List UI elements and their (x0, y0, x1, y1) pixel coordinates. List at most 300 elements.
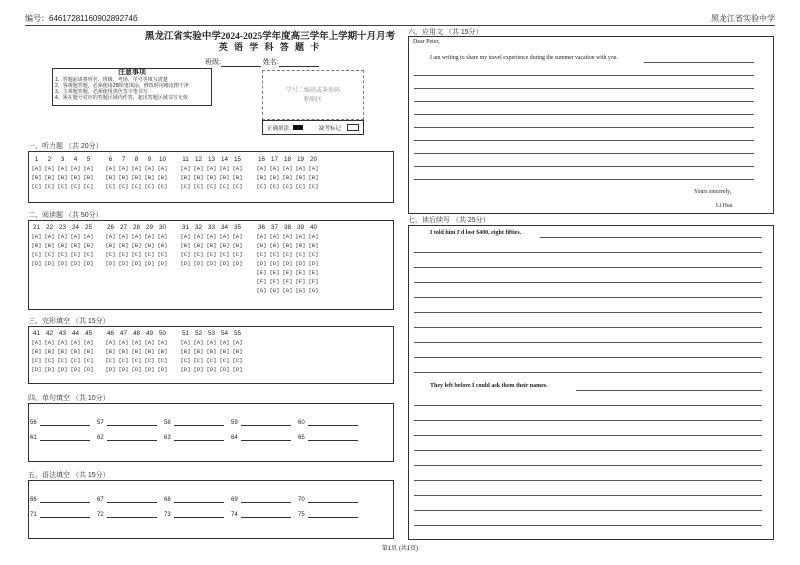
fill-blank[interactable] (231, 496, 291, 503)
blank-line[interactable] (241, 511, 291, 518)
option-bubble[interactable]: [C] (118, 183, 129, 190)
option-bubble[interactable]: [D] (57, 260, 68, 267)
option-bubble[interactable]: [A] (180, 165, 191, 172)
option-bubble[interactable]: [C] (118, 357, 129, 364)
option-bubble[interactable]: [E] (282, 269, 293, 276)
option-bubble[interactable]: [C] (44, 183, 55, 190)
option-bubble[interactable]: [C] (131, 357, 142, 364)
option-bubble[interactable]: [B] (144, 242, 155, 249)
option-bubble[interactable]: [A] (206, 339, 217, 346)
blank-line[interactable] (40, 496, 90, 503)
option-bubble[interactable]: [A] (44, 339, 55, 346)
answer-line[interactable] (414, 88, 754, 89)
option-bubble[interactable]: [C] (206, 251, 217, 258)
option-bubble[interactable]: [A] (144, 165, 155, 172)
option-bubble[interactable]: [B] (118, 348, 129, 355)
question-number: 43 (58, 330, 66, 337)
option-bubble[interactable]: [C] (232, 357, 243, 364)
option-bubble[interactable]: [A] (206, 233, 217, 240)
option-bubble[interactable]: [G] (295, 287, 306, 294)
option-bubble[interactable]: [C] (57, 251, 68, 258)
option-bubble[interactable]: [B] (295, 242, 306, 249)
option-bubble[interactable]: [E] (269, 269, 280, 276)
answer-line[interactable] (414, 435, 762, 436)
option-bubble[interactable]: [C] (232, 183, 243, 190)
option-bubble[interactable]: [D] (219, 260, 230, 267)
option-bubble[interactable]: [C] (282, 251, 293, 258)
answer-line[interactable] (414, 495, 762, 496)
fill-blank[interactable] (30, 511, 90, 518)
option-bubble[interactable]: [C] (193, 251, 204, 258)
option-bubble[interactable]: [A] (57, 339, 68, 346)
blank-line[interactable] (241, 419, 291, 426)
option-bubble[interactable]: [A] (193, 165, 204, 172)
option-bubble[interactable]: [C] (131, 251, 142, 258)
option-bubble[interactable]: [F] (256, 278, 267, 285)
option-bubble[interactable]: [A] (269, 165, 280, 172)
option-bubble[interactable]: [G] (269, 287, 280, 294)
option-bubble[interactable]: [D] (232, 366, 243, 373)
class-label: 班级: (205, 59, 221, 66)
blank-line[interactable] (174, 511, 224, 518)
option-bubble[interactable]: [C] (105, 183, 116, 190)
option-bubble[interactable]: [A] (193, 339, 204, 346)
option-bubble[interactable]: [B] (31, 242, 42, 249)
fill-blank[interactable] (164, 496, 224, 503)
option-bubble[interactable]: [A] (232, 165, 243, 172)
option-bubble[interactable]: [E] (308, 269, 319, 276)
option-bubble[interactable]: [B] (57, 174, 68, 181)
option-bubble[interactable]: [C] (282, 183, 293, 190)
option-bubble[interactable]: [C] (44, 357, 55, 364)
option-bubble[interactable]: [D] (295, 260, 306, 267)
answer-line[interactable] (540, 237, 762, 238)
blank-line[interactable] (107, 511, 157, 518)
option-bubble[interactable]: [C] (308, 183, 319, 190)
answer-line[interactable] (414, 372, 762, 373)
option-bubble[interactable]: [B] (70, 242, 81, 249)
blank-number: 64 (231, 435, 238, 441)
answer-line[interactable] (414, 525, 762, 526)
question-number: 16 (257, 156, 265, 163)
option-bubble[interactable]: [A] (232, 233, 243, 240)
option-bubble[interactable]: [A] (219, 339, 230, 346)
blank-line[interactable] (107, 419, 157, 426)
answer-line[interactable] (414, 153, 754, 154)
option-bubble[interactable]: [C] (70, 251, 81, 258)
question-number: 40 (309, 224, 317, 231)
option-bubble[interactable]: [E] (256, 269, 267, 276)
option-bubble[interactable]: [D] (232, 260, 243, 267)
answer-line[interactable] (414, 282, 762, 283)
option-bubble[interactable]: [C] (193, 183, 204, 190)
answer-line[interactable] (414, 450, 762, 451)
blank-line[interactable] (174, 496, 224, 503)
answer-line[interactable] (414, 297, 762, 298)
option-bubble[interactable]: [B] (206, 174, 217, 181)
note-item: 3、主观题答题，必须使用黑色签字笔书写 (55, 89, 148, 95)
option-bubble[interactable]: [B] (118, 174, 129, 181)
option-bubble[interactable]: [B] (282, 174, 293, 181)
option-bubble[interactable]: [G] (308, 287, 319, 294)
option-bubble[interactable]: [B] (295, 174, 306, 181)
blank-line[interactable] (107, 434, 157, 441)
option-bubble[interactable]: [C] (295, 251, 306, 258)
option-bubble[interactable]: [A] (83, 233, 94, 240)
fill-blank[interactable] (298, 496, 358, 503)
option-bubble[interactable]: [A] (157, 233, 168, 240)
option-bubble[interactable]: [A] (308, 165, 319, 172)
option-bubble[interactable]: [C] (31, 251, 42, 258)
option-bubble[interactable]: [A] (180, 233, 191, 240)
answer-line[interactable] (414, 357, 762, 358)
option-bubble[interactable]: [C] (144, 251, 155, 258)
blank-line[interactable] (308, 434, 358, 441)
option-bubble[interactable]: [F] (282, 278, 293, 285)
option-bubble[interactable]: [C] (70, 357, 81, 364)
option-bubble[interactable]: [C] (219, 183, 230, 190)
answer-line[interactable] (414, 267, 762, 268)
option-bubble[interactable]: [A] (295, 165, 306, 172)
option-bubble[interactable]: [E] (295, 269, 306, 276)
option-bubble[interactable]: [C] (206, 357, 217, 364)
exam-title: 黑龙江省实验中学2024-2025学年度高三学年上学期十月月考 (144, 32, 396, 42)
blank-line[interactable] (241, 496, 291, 503)
option-bubble[interactable]: [B] (232, 348, 243, 355)
option-bubble[interactable]: [C] (157, 357, 168, 364)
blank-line[interactable] (174, 419, 224, 426)
option-bubble[interactable]: [B] (131, 174, 142, 181)
blank-line[interactable] (308, 419, 358, 426)
option-bubble[interactable]: [B] (31, 348, 42, 355)
option-bubble[interactable]: [B] (31, 174, 42, 181)
option-bubble[interactable]: [D] (206, 260, 217, 267)
option-bubble[interactable]: [B] (157, 348, 168, 355)
option-bubble[interactable]: [D] (193, 366, 204, 373)
option-bubble[interactable]: [A] (131, 339, 142, 346)
option-bubble[interactable]: [D] (57, 366, 68, 373)
option-bubble[interactable]: [A] (131, 165, 142, 172)
blank-line[interactable] (174, 434, 224, 441)
fill-blank[interactable] (164, 419, 224, 426)
option-bubble[interactable]: [C] (206, 183, 217, 190)
fill-blank[interactable] (164, 434, 224, 441)
option-bubble[interactable]: [C] (131, 183, 142, 190)
blank-line[interactable] (241, 434, 291, 441)
option-bubble[interactable]: [D] (44, 366, 55, 373)
option-bubble[interactable]: [D] (105, 260, 116, 267)
option-bubble[interactable]: [A] (219, 233, 230, 240)
option-bubble[interactable]: [B] (219, 174, 230, 181)
option-bubble[interactable]: [B] (256, 242, 267, 249)
option-bubble[interactable]: [A] (31, 233, 42, 240)
fill-blank[interactable] (164, 511, 224, 518)
blank-line[interactable] (308, 511, 358, 518)
fill-blank[interactable] (298, 511, 358, 518)
fill-blank[interactable] (97, 434, 157, 441)
blank-number: 57 (97, 420, 104, 426)
option-bubble[interactable]: [A] (282, 165, 293, 172)
question-number: 51 (181, 330, 189, 337)
option-bubble[interactable]: [B] (206, 348, 217, 355)
answer-line[interactable] (414, 405, 762, 406)
option-bubble[interactable]: [B] (180, 348, 191, 355)
option-bubble[interactable]: [A] (57, 165, 68, 172)
option-bubble[interactable]: [A] (144, 339, 155, 346)
option-bubble[interactable]: [C] (219, 357, 230, 364)
option-bubble[interactable]: [C] (269, 183, 280, 190)
fill-blank[interactable] (97, 511, 157, 518)
name-field[interactable] (279, 58, 319, 67)
option-bubble[interactable]: [C] (118, 251, 129, 258)
option-bubble[interactable]: [D] (144, 260, 155, 267)
option-bubble[interactable]: [D] (308, 260, 319, 267)
option-bubble[interactable]: [C] (256, 183, 267, 190)
option-bubble[interactable]: [B] (105, 174, 116, 181)
option-bubble[interactable]: [B] (70, 174, 81, 181)
option-bubble[interactable]: [A] (118, 233, 129, 240)
option-bubble[interactable]: [B] (219, 348, 230, 355)
option-bubble[interactable]: [A] (295, 233, 306, 240)
option-bubble[interactable]: [B] (180, 174, 191, 181)
option-bubble[interactable]: [B] (269, 242, 280, 249)
option-bubble[interactable]: [C] (144, 183, 155, 190)
option-bubble[interactable]: [F] (295, 278, 306, 285)
option-bubble[interactable]: [A] (144, 233, 155, 240)
option-bubble[interactable]: [A] (180, 339, 191, 346)
option-bubble[interactable]: [B] (193, 174, 204, 181)
option-bubble[interactable]: [A] (70, 339, 81, 346)
blank-line[interactable] (40, 434, 90, 441)
option-bubble[interactable]: [D] (180, 366, 191, 373)
answer-line[interactable] (644, 62, 754, 63)
option-bubble[interactable]: [A] (70, 165, 81, 172)
option-bubble[interactable]: [A] (31, 165, 42, 172)
option-bubble[interactable]: [A] (118, 339, 129, 346)
option-bubble[interactable]: [C] (70, 183, 81, 190)
option-bubble[interactable]: [D] (83, 366, 94, 373)
option-bubble[interactable]: [G] (256, 287, 267, 294)
fill-blank[interactable] (97, 496, 157, 503)
option-bubble[interactable]: [B] (232, 174, 243, 181)
option-bubble[interactable]: [D] (105, 366, 116, 373)
option-bubble[interactable]: [B] (105, 348, 116, 355)
option-bubble[interactable]: [D] (256, 260, 267, 267)
option-bubble[interactable]: [D] (83, 260, 94, 267)
option-bubble[interactable]: [B] (180, 242, 191, 249)
absent-mark-icon[interactable] (347, 124, 359, 131)
answer-line[interactable] (414, 114, 754, 115)
option-bubble[interactable]: [A] (83, 339, 94, 346)
option-bubble[interactable]: [D] (180, 260, 191, 267)
fill-blank[interactable] (298, 434, 358, 441)
answer-line[interactable] (414, 75, 754, 76)
option-bubble[interactable]: [D] (70, 260, 81, 267)
option-bubble[interactable]: [C] (83, 357, 94, 364)
fill-blank[interactable] (30, 496, 90, 503)
answer-line[interactable] (414, 420, 762, 421)
option-bubble[interactable]: [C] (232, 251, 243, 258)
option-bubble[interactable]: [B] (44, 174, 55, 181)
option-bubble[interactable]: [C] (31, 357, 42, 364)
option-bubble[interactable]: [C] (57, 183, 68, 190)
option-bubble[interactable]: [B] (308, 242, 319, 249)
answer-line[interactable] (414, 166, 754, 167)
option-bubble[interactable]: [A] (219, 165, 230, 172)
option-bubble[interactable]: [G] (282, 287, 293, 294)
answer-line[interactable] (414, 342, 762, 343)
answer-group (104, 329, 169, 374)
option-bubble[interactable]: [C] (57, 357, 68, 364)
option-bubble[interactable]: [F] (308, 278, 319, 285)
option-bubble[interactable]: [F] (269, 278, 280, 285)
option-bubble[interactable]: [B] (144, 174, 155, 181)
option-bubble[interactable]: [B] (44, 242, 55, 249)
option-bubble[interactable]: [C] (44, 251, 55, 258)
option-bubble[interactable]: [D] (144, 366, 155, 373)
option-bubble[interactable]: [B] (269, 174, 280, 181)
option-bubble[interactable]: [B] (83, 348, 94, 355)
answer-line[interactable] (414, 312, 762, 313)
option-bubble[interactable]: [D] (157, 366, 168, 373)
option-bubble[interactable]: [B] (83, 174, 94, 181)
option-bubble[interactable]: [C] (31, 183, 42, 190)
answer-line[interactable] (414, 327, 762, 328)
option-bubble[interactable]: [A] (105, 233, 116, 240)
answer-line[interactable] (414, 179, 754, 180)
option-bubble[interactable]: [C] (180, 251, 191, 258)
option-bubble[interactable]: [A] (57, 233, 68, 240)
option-bubble[interactable]: [A] (193, 233, 204, 240)
option-bubble[interactable]: [B] (206, 242, 217, 249)
answer-line[interactable] (576, 390, 762, 391)
option-bubble[interactable]: [A] (105, 339, 116, 346)
option-bubble[interactable]: [A] (232, 339, 243, 346)
fill-blank[interactable] (30, 419, 90, 426)
option-bubble[interactable]: [D] (118, 260, 129, 267)
option-bubble[interactable]: [B] (83, 242, 94, 249)
option-bubble[interactable]: [D] (31, 366, 42, 373)
fill-blank[interactable] (231, 434, 291, 441)
option-bubble[interactable]: [C] (83, 251, 94, 258)
option-bubble[interactable]: [D] (131, 366, 142, 373)
option-bubble[interactable]: [C] (180, 357, 191, 364)
option-bubble[interactable]: [B] (157, 174, 168, 181)
blank-line[interactable] (40, 511, 90, 518)
option-bubble[interactable]: [B] (219, 242, 230, 249)
option-bubble[interactable]: [A] (157, 339, 168, 346)
option-bubble[interactable]: [B] (157, 242, 168, 249)
option-bubble[interactable]: [D] (131, 260, 142, 267)
option-bubble[interactable]: [A] (131, 233, 142, 240)
fill-blank[interactable] (231, 511, 291, 518)
school-name: 黑龙江省实验中学 (711, 14, 775, 23)
option-bubble[interactable]: [D] (219, 366, 230, 373)
option-bubble[interactable]: [B] (193, 348, 204, 355)
option-bubble[interactable]: [A] (70, 233, 81, 240)
option-bubble[interactable]: [B] (105, 242, 116, 249)
option-bubble[interactable]: [C] (157, 251, 168, 258)
option-bubble[interactable]: [B] (308, 174, 319, 181)
answer-line[interactable] (414, 101, 754, 102)
option-bubble[interactable]: [B] (57, 348, 68, 355)
option-bubble[interactable]: [C] (193, 357, 204, 364)
option-bubble[interactable]: [C] (83, 183, 94, 190)
answer-line[interactable] (414, 252, 762, 253)
option-bubble[interactable]: [A] (269, 233, 280, 240)
fill-blank[interactable] (231, 419, 291, 426)
option-bubble[interactable]: [B] (282, 242, 293, 249)
fill-blank[interactable] (30, 434, 90, 441)
option-bubble[interactable]: [A] (83, 165, 94, 172)
option-bubble[interactable]: [A] (157, 165, 168, 172)
option-bubble[interactable]: [A] (118, 165, 129, 172)
option-bubble[interactable]: [A] (44, 165, 55, 172)
option-bubble[interactable]: [C] (308, 251, 319, 258)
option-bubble[interactable]: [B] (70, 348, 81, 355)
option-bubble[interactable]: [A] (44, 233, 55, 240)
option-bubble[interactable]: [C] (157, 183, 168, 190)
option-bubble[interactable]: [A] (256, 165, 267, 172)
option-bubble[interactable]: [A] (105, 165, 116, 172)
option-bubble[interactable]: [C] (180, 183, 191, 190)
option-bubble[interactable]: [D] (269, 260, 280, 267)
option-bubble[interactable]: [B] (144, 348, 155, 355)
option-bubble[interactable]: [C] (105, 357, 116, 364)
option-bubble[interactable]: [D] (44, 260, 55, 267)
option-bubble[interactable]: [A] (206, 165, 217, 172)
option-bubble[interactable]: [C] (256, 251, 267, 258)
option-bubble[interactable]: [B] (118, 242, 129, 249)
answer-line[interactable] (414, 127, 754, 128)
option-bubble[interactable]: [A] (31, 339, 42, 346)
option-bubble[interactable]: [D] (193, 260, 204, 267)
fill-blank[interactable] (97, 419, 157, 426)
option-bubble[interactable]: [D] (157, 260, 168, 267)
option-bubble[interactable]: [D] (70, 366, 81, 373)
answer-line[interactable] (414, 480, 762, 481)
blank-line[interactable] (308, 496, 358, 503)
option-bubble[interactable]: [B] (193, 242, 204, 249)
option-bubble[interactable]: [A] (308, 233, 319, 240)
option-bubble[interactable]: [C] (269, 251, 280, 258)
blank-line[interactable] (40, 419, 90, 426)
option-bubble[interactable]: [B] (44, 348, 55, 355)
option-bubble[interactable]: [A] (256, 233, 267, 240)
blank-line[interactable] (107, 496, 157, 503)
answer-line[interactable] (414, 510, 762, 511)
option-bubble[interactable]: [B] (256, 174, 267, 181)
option-bubble[interactable]: [D] (31, 260, 42, 267)
option-bubble[interactable]: [D] (282, 260, 293, 267)
answer-line[interactable] (414, 465, 762, 466)
option-bubble[interactable]: [B] (131, 348, 142, 355)
option-bubble[interactable]: [A] (282, 233, 293, 240)
option-bubble[interactable]: [C] (295, 183, 306, 190)
blank-number: 65 (298, 435, 305, 441)
option-bubble[interactable]: [B] (57, 242, 68, 249)
option-bubble[interactable]: [B] (131, 242, 142, 249)
option-bubble[interactable]: [C] (105, 251, 116, 258)
option-bubble[interactable]: [B] (232, 242, 243, 249)
option-bubble[interactable]: [C] (219, 251, 230, 258)
answer-line[interactable] (414, 140, 754, 141)
fill-blank[interactable] (298, 419, 358, 426)
class-field[interactable] (221, 58, 261, 67)
option-bubble[interactable]: [D] (118, 366, 129, 373)
option-bubble[interactable]: [C] (144, 357, 155, 364)
option-bubble[interactable]: [D] (206, 366, 217, 373)
